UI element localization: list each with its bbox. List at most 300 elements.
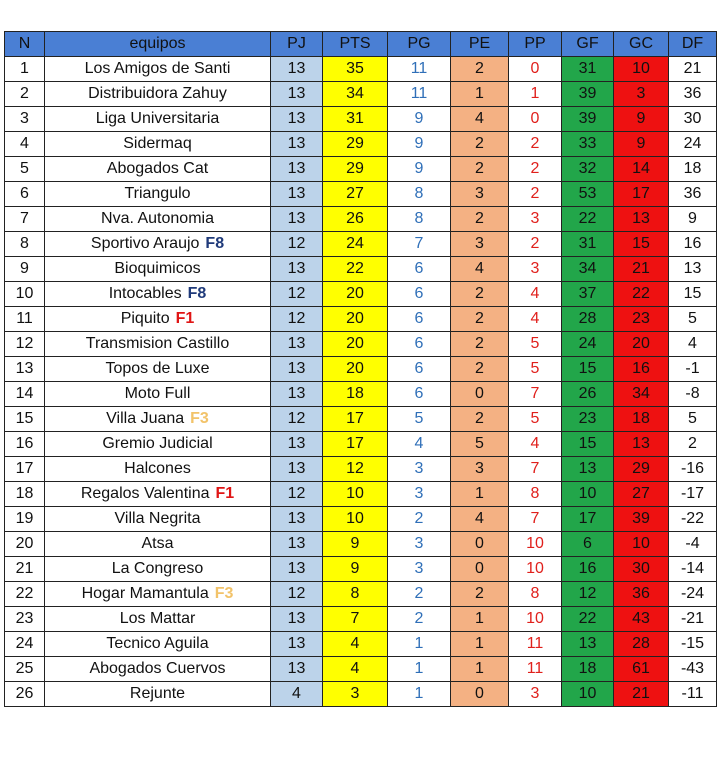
cell-gc: 15 [614, 232, 669, 257]
cell-team [45, 532, 271, 557]
cell-pg: 2 [388, 507, 451, 532]
cell-pts: 20 [323, 282, 388, 307]
cell-team [45, 282, 271, 307]
cell-gc: 21 [614, 257, 669, 282]
cell-pe: 2 [451, 307, 509, 332]
cell-team [45, 557, 271, 582]
cell-gc: 10 [614, 532, 669, 557]
cell-pe: 2 [451, 332, 509, 357]
col-header-n: N [5, 32, 45, 57]
cell-gf: 6 [562, 532, 614, 557]
cell-pp: 2 [509, 182, 562, 207]
cell-pp: 7 [509, 382, 562, 407]
cell-n: 21 [5, 557, 45, 582]
cell-gf: 15 [562, 432, 614, 457]
cell-pp: 5 [509, 357, 562, 382]
cell-pp: 0 [509, 57, 562, 82]
cell-pe: 0 [451, 532, 509, 557]
table-row [5, 207, 717, 232]
cell-gc: 3 [614, 82, 669, 107]
cell-pp: 3 [509, 207, 562, 232]
cell-pp: 4 [509, 282, 562, 307]
cell-df: -8 [669, 382, 717, 407]
team-name: Distribuidora Zahuy [88, 85, 227, 102]
cell-pj: 13 [271, 357, 323, 382]
cell-pts: 20 [323, 332, 388, 357]
cell-team [45, 232, 271, 257]
cell-n: 8 [5, 232, 45, 257]
table-row [5, 307, 717, 332]
cell-pj: 12 [271, 407, 323, 432]
cell-df: 5 [669, 407, 717, 432]
cell-gc: 20 [614, 332, 669, 357]
cell-df: -21 [669, 607, 717, 632]
cell-pj: 13 [271, 107, 323, 132]
cell-n: 15 [5, 407, 45, 432]
team-tag: F8 [187, 285, 207, 302]
team-name: Gremio Judicial [102, 435, 213, 452]
cell-gc: 9 [614, 107, 669, 132]
cell-pp: 8 [509, 582, 562, 607]
cell-gf: 31 [562, 232, 614, 257]
cell-pp: 3 [509, 257, 562, 282]
cell-gf: 23 [562, 407, 614, 432]
cell-team [45, 407, 271, 432]
cell-n: 22 [5, 582, 45, 607]
cell-gf: 31 [562, 57, 614, 82]
team-name: Los Amigos de Santi [84, 60, 231, 77]
cell-pg: 3 [388, 482, 451, 507]
cell-n: 12 [5, 332, 45, 357]
cell-df: 36 [669, 82, 717, 107]
table-row [5, 607, 717, 632]
cell-pe: 4 [451, 107, 509, 132]
header-row [5, 32, 717, 57]
cell-pp: 10 [509, 607, 562, 632]
cell-gc: 22 [614, 282, 669, 307]
cell-pg: 2 [388, 607, 451, 632]
team-name: Bioquimicos [114, 260, 201, 277]
cell-team [45, 157, 271, 182]
cell-pe: 1 [451, 482, 509, 507]
cell-n: 24 [5, 632, 45, 657]
team-name: Tecnico Aguila [106, 635, 209, 652]
cell-pj: 13 [271, 207, 323, 232]
cell-pts: 29 [323, 132, 388, 157]
table-row [5, 357, 717, 382]
cell-team [45, 482, 271, 507]
table-row [5, 507, 717, 532]
team-name: Nva. Autonomia [101, 210, 214, 227]
cell-pj: 13 [271, 607, 323, 632]
cell-pts: 20 [323, 357, 388, 382]
cell-pj: 12 [271, 582, 323, 607]
cell-pp: 2 [509, 157, 562, 182]
table-row [5, 282, 717, 307]
cell-pp: 11 [509, 657, 562, 682]
table-row [5, 582, 717, 607]
team-name: Hogar Mamantula [81, 585, 209, 602]
cell-pe: 2 [451, 407, 509, 432]
cell-team [45, 507, 271, 532]
cell-gc: 18 [614, 407, 669, 432]
cell-team [45, 607, 271, 632]
cell-pp: 1 [509, 82, 562, 107]
cell-gc: 43 [614, 607, 669, 632]
cell-df: 30 [669, 107, 717, 132]
cell-gc: 61 [614, 657, 669, 682]
cell-pp: 0 [509, 107, 562, 132]
cell-n: 4 [5, 132, 45, 157]
table-row [5, 482, 717, 507]
cell-gf: 34 [562, 257, 614, 282]
cell-pe: 2 [451, 57, 509, 82]
cell-pj: 13 [271, 382, 323, 407]
cell-pe: 0 [451, 382, 509, 407]
cell-pts: 29 [323, 157, 388, 182]
table-row [5, 57, 717, 82]
cell-pe: 3 [451, 232, 509, 257]
table-row [5, 382, 717, 407]
cell-pts: 4 [323, 657, 388, 682]
col-header-pe: PE [451, 32, 509, 57]
cell-team [45, 182, 271, 207]
cell-df: -15 [669, 632, 717, 657]
cell-gc: 9 [614, 132, 669, 157]
cell-pe: 5 [451, 432, 509, 457]
cell-gf: 26 [562, 382, 614, 407]
cell-pj: 4 [271, 682, 323, 707]
cell-gf: 28 [562, 307, 614, 332]
cell-team [45, 207, 271, 232]
cell-pj: 13 [271, 632, 323, 657]
cell-df: -1 [669, 357, 717, 382]
team-name: Atsa [141, 535, 174, 552]
cell-gc: 14 [614, 157, 669, 182]
table-row [5, 407, 717, 432]
cell-n: 9 [5, 257, 45, 282]
team-name: Halcones [124, 460, 191, 477]
cell-df: -11 [669, 682, 717, 707]
cell-pp: 10 [509, 557, 562, 582]
cell-n: 18 [5, 482, 45, 507]
cell-gc: 23 [614, 307, 669, 332]
cell-pj: 13 [271, 532, 323, 557]
cell-n: 19 [5, 507, 45, 532]
cell-pp: 8 [509, 482, 562, 507]
cell-pg: 11 [388, 57, 451, 82]
cell-n: 10 [5, 282, 45, 307]
cell-pts: 34 [323, 82, 388, 107]
cell-n: 20 [5, 532, 45, 557]
cell-team [45, 582, 271, 607]
team-tag: F1 [215, 485, 235, 502]
cell-team [45, 432, 271, 457]
cell-pj: 12 [271, 232, 323, 257]
table-row [5, 82, 717, 107]
cell-gf: 37 [562, 282, 614, 307]
cell-pj: 13 [271, 82, 323, 107]
team-name: Abogados Cat [106, 160, 209, 177]
cell-n: 3 [5, 107, 45, 132]
cell-pg: 6 [388, 307, 451, 332]
cell-team [45, 82, 271, 107]
cell-pg: 3 [388, 457, 451, 482]
cell-pj: 13 [271, 457, 323, 482]
cell-gf: 22 [562, 607, 614, 632]
table-row [5, 182, 717, 207]
cell-gf: 13 [562, 632, 614, 657]
cell-n: 25 [5, 657, 45, 682]
cell-pj: 13 [271, 157, 323, 182]
cell-pp: 2 [509, 232, 562, 257]
cell-gc: 36 [614, 582, 669, 607]
cell-pj: 13 [271, 507, 323, 532]
cell-pe: 2 [451, 357, 509, 382]
table-row [5, 157, 717, 182]
cell-df: -16 [669, 457, 717, 482]
cell-pts: 7 [323, 607, 388, 632]
cell-n: 23 [5, 607, 45, 632]
cell-pe: 1 [451, 657, 509, 682]
cell-df: 21 [669, 57, 717, 82]
cell-gf: 32 [562, 157, 614, 182]
standings-body [5, 57, 717, 707]
team-name: La Congreso [111, 560, 204, 577]
cell-pg: 5 [388, 407, 451, 432]
cell-pe: 2 [451, 582, 509, 607]
cell-df: -43 [669, 657, 717, 682]
cell-pg: 2 [388, 582, 451, 607]
col-header-df: DF [669, 32, 717, 57]
cell-pg: 9 [388, 107, 451, 132]
team-name: Sportivo Araujo [90, 235, 200, 252]
cell-n: 26 [5, 682, 45, 707]
cell-pj: 13 [271, 332, 323, 357]
cell-team [45, 332, 271, 357]
cell-n: 13 [5, 357, 45, 382]
cell-n: 16 [5, 432, 45, 457]
cell-pg: 1 [388, 657, 451, 682]
cell-gc: 13 [614, 432, 669, 457]
cell-gc: 29 [614, 457, 669, 482]
table-row [5, 682, 717, 707]
table-row [5, 257, 717, 282]
cell-team [45, 107, 271, 132]
cell-pj: 13 [271, 57, 323, 82]
cell-gc: 34 [614, 382, 669, 407]
cell-pe: 2 [451, 157, 509, 182]
team-tag: F3 [214, 585, 234, 602]
cell-pe: 2 [451, 132, 509, 157]
cell-gc: 13 [614, 207, 669, 232]
team-name: Rejunte [129, 685, 186, 702]
cell-pe: 0 [451, 557, 509, 582]
team-name: Sidermaq [123, 135, 192, 152]
cell-pts: 12 [323, 457, 388, 482]
cell-team [45, 357, 271, 382]
cell-df: 2 [669, 432, 717, 457]
cell-pts: 24 [323, 232, 388, 257]
cell-pts: 9 [323, 557, 388, 582]
table-row [5, 332, 717, 357]
team-name: Liga Universitaria [95, 110, 220, 127]
cell-pp: 3 [509, 682, 562, 707]
cell-pe: 2 [451, 282, 509, 307]
cell-df: -24 [669, 582, 717, 607]
cell-gc: 39 [614, 507, 669, 532]
cell-pts: 18 [323, 382, 388, 407]
cell-pj: 13 [271, 657, 323, 682]
cell-pts: 10 [323, 507, 388, 532]
cell-pts: 35 [323, 57, 388, 82]
cell-df: -14 [669, 557, 717, 582]
cell-team [45, 657, 271, 682]
cell-pg: 6 [388, 332, 451, 357]
cell-gf: 53 [562, 182, 614, 207]
cell-df: 18 [669, 157, 717, 182]
table-row [5, 657, 717, 682]
table-row [5, 432, 717, 457]
team-tag: F1 [175, 310, 195, 327]
team-name: Villa Negrita [114, 510, 201, 527]
cell-gf: 33 [562, 132, 614, 157]
cell-pp: 5 [509, 407, 562, 432]
cell-gc: 28 [614, 632, 669, 657]
team-name: Piquito [120, 310, 170, 327]
cell-df: 24 [669, 132, 717, 157]
cell-pg: 9 [388, 157, 451, 182]
cell-df: -17 [669, 482, 717, 507]
cell-n: 7 [5, 207, 45, 232]
cell-df: 36 [669, 182, 717, 207]
cell-gf: 12 [562, 582, 614, 607]
cell-pts: 26 [323, 207, 388, 232]
cell-team [45, 257, 271, 282]
team-tag: F3 [190, 410, 209, 427]
team-name: Los Mattar [119, 610, 196, 627]
cell-gf: 16 [562, 557, 614, 582]
cell-df: 15 [669, 282, 717, 307]
cell-pg: 1 [388, 682, 451, 707]
team-name: Transmision Castillo [85, 335, 230, 352]
cell-team [45, 57, 271, 82]
cell-gf: 22 [562, 207, 614, 232]
cell-pj: 12 [271, 307, 323, 332]
col-header-gc: GC [614, 32, 669, 57]
cell-df: 4 [669, 332, 717, 357]
cell-gc: 27 [614, 482, 669, 507]
cell-pg: 1 [388, 632, 451, 657]
cell-pts: 20 [323, 307, 388, 332]
cell-pts: 3 [323, 682, 388, 707]
cell-gf: 39 [562, 82, 614, 107]
cell-pj: 12 [271, 282, 323, 307]
cell-pts: 8 [323, 582, 388, 607]
cell-n: 17 [5, 457, 45, 482]
cell-pe: 0 [451, 682, 509, 707]
table-row [5, 532, 717, 557]
cell-n: 5 [5, 157, 45, 182]
col-header-gf: GF [562, 32, 614, 57]
cell-pe: 1 [451, 82, 509, 107]
cell-gf: 15 [562, 357, 614, 382]
cell-pg: 9 [388, 132, 451, 157]
cell-pe: 1 [451, 607, 509, 632]
cell-pg: 6 [388, 357, 451, 382]
table-row [5, 557, 717, 582]
cell-pg: 8 [388, 207, 451, 232]
cell-gc: 30 [614, 557, 669, 582]
cell-gf: 10 [562, 482, 614, 507]
cell-pts: 9 [323, 532, 388, 557]
cell-pj: 13 [271, 432, 323, 457]
cell-pts: 10 [323, 482, 388, 507]
cell-pg: 3 [388, 557, 451, 582]
team-name: Abogados Cuervos [89, 660, 226, 677]
team-name: Moto Full [124, 385, 191, 402]
cell-pg: 4 [388, 432, 451, 457]
cell-pj: 13 [271, 257, 323, 282]
cell-df: 9 [669, 207, 717, 232]
team-name: Intocables [108, 285, 182, 302]
cell-gf: 10 [562, 682, 614, 707]
cell-pg: 8 [388, 182, 451, 207]
cell-team [45, 132, 271, 157]
cell-gf: 24 [562, 332, 614, 357]
cell-pj: 13 [271, 182, 323, 207]
col-header-pts: PTS [323, 32, 388, 57]
cell-n: 6 [5, 182, 45, 207]
cell-n: 2 [5, 82, 45, 107]
cell-pts: 31 [323, 107, 388, 132]
standings-table [4, 31, 717, 707]
col-header-pp: PP [509, 32, 562, 57]
team-name: Triangulo [124, 185, 191, 202]
cell-df: -4 [669, 532, 717, 557]
col-header-pg: PG [388, 32, 451, 57]
cell-pg: 7 [388, 232, 451, 257]
table-row [5, 632, 717, 657]
cell-pp: 4 [509, 307, 562, 332]
cell-team [45, 307, 271, 332]
cell-gc: 16 [614, 357, 669, 382]
cell-pp: 10 [509, 532, 562, 557]
cell-df: 16 [669, 232, 717, 257]
cell-gc: 21 [614, 682, 669, 707]
col-header-equipos: equipos [45, 32, 271, 57]
cell-pts: 22 [323, 257, 388, 282]
cell-pe: 2 [451, 207, 509, 232]
cell-pp: 2 [509, 132, 562, 157]
cell-pe: 1 [451, 632, 509, 657]
cell-pj: 13 [271, 557, 323, 582]
cell-gf: 13 [562, 457, 614, 482]
cell-gf: 17 [562, 507, 614, 532]
team-tag: F8 [205, 235, 225, 252]
cell-pg: 6 [388, 382, 451, 407]
cell-pts: 17 [323, 407, 388, 432]
cell-team [45, 457, 271, 482]
cell-pj: 13 [271, 132, 323, 157]
cell-pe: 4 [451, 507, 509, 532]
cell-pp: 11 [509, 632, 562, 657]
cell-pp: 7 [509, 457, 562, 482]
table-row [5, 107, 717, 132]
cell-team [45, 632, 271, 657]
cell-pj: 12 [271, 482, 323, 507]
cell-df: 13 [669, 257, 717, 282]
